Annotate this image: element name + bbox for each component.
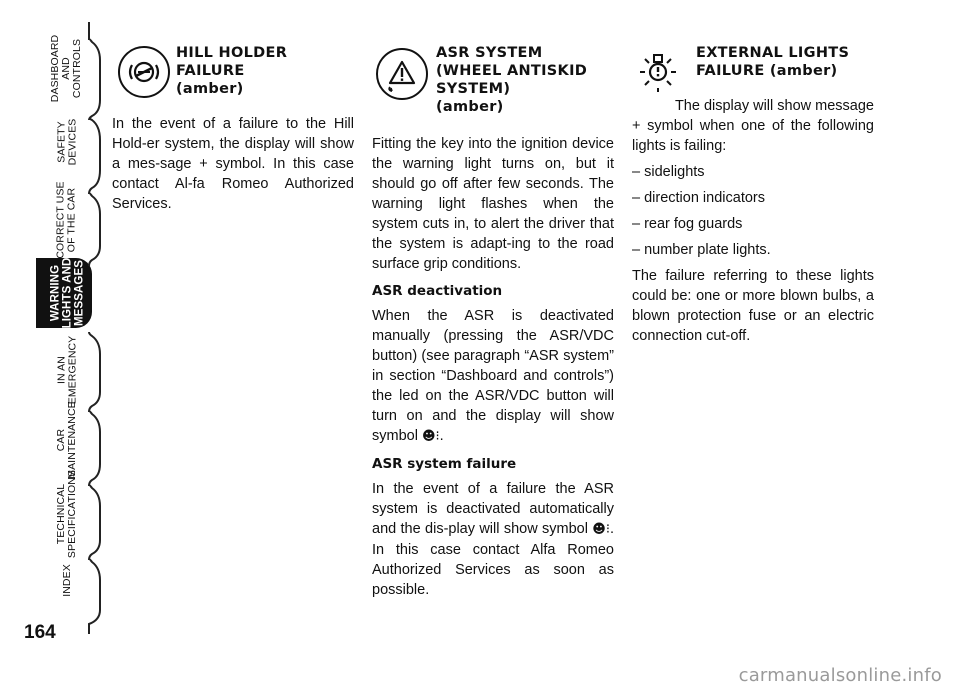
list-item: – rear fog guards <box>632 216 743 232</box>
list-item: – direction indicators <box>632 190 765 206</box>
bulb-icon-glyph <box>634 48 682 96</box>
title-line: (amber) <box>436 99 504 115</box>
body-text: In the event of a failure the ASR system is deactivated automatically and the dis-play will show symbol <box>372 481 614 537</box>
tab-label: TECHNICAL SPECIFICATIONS <box>55 469 79 559</box>
watermark: carmanualsonline.info <box>738 665 942 686</box>
body-paragraph: The failure referring to these lights could be: one or more blown bulbs, a blown protection fuse or an electric connection cut-off. <box>632 268 874 344</box>
section-title <box>696 44 849 80</box>
list-item: – sidelights <box>632 164 705 180</box>
subsection-title: ASR deactivation <box>372 283 503 299</box>
tab-label: SAFETY DEVICES <box>54 118 78 166</box>
title-line: (amber) <box>176 81 244 97</box>
subsection-title: ASR system failure <box>372 456 517 472</box>
asr-warning-triangle-icon <box>376 48 428 100</box>
asr-icon-glyph <box>382 54 422 94</box>
tab-label: CAR MAINTENANCE <box>55 401 78 479</box>
body-text: . In this case contact Alfa Romeo Authorized Services as soon as possible. <box>372 521 614 598</box>
tab-label: INDEX <box>60 563 73 597</box>
tab-outline <box>0 0 112 692</box>
title-line: FAILURE (amber) <box>696 63 838 79</box>
intro-line: The display will show message <box>674 98 874 114</box>
asr-off-symbol-icon: ☻⁝ <box>592 522 610 537</box>
title-line: ASR SYSTEM <box>436 45 543 61</box>
title-line: SYSTEM) <box>436 81 511 97</box>
page-number: 164 <box>24 622 56 643</box>
body-text: When the ASR is deactivated manually (pressing the ASR/VDC button) (see paragraph “ASR system” in section “Dashboard and controls”) the led on the ASR/VDC button will turn on and the display will show symbol <box>372 308 614 444</box>
hill-holder-icon-glyph <box>125 53 163 91</box>
title-line: FAILURE <box>176 63 245 79</box>
body-paragraph: + symbol when one of the following lights is failing: <box>632 118 874 154</box>
tab-label: CORRECT USE OF THE CAR <box>55 181 78 259</box>
section-body <box>372 134 614 606</box>
section-body <box>632 96 874 352</box>
tab-label: WARNING LIGHTS AND MESSAGES <box>49 257 86 329</box>
title-line: EXTERNAL LIGHTS <box>696 45 850 61</box>
list-item: – number plate lights. <box>632 242 771 258</box>
title-line: (WHEEL ANTISKID <box>436 63 588 79</box>
body-paragraph <box>372 479 614 600</box>
asr-off-symbol-icon: ☻⁝ <box>421 429 440 444</box>
hill-holder-warning-icon <box>118 46 170 98</box>
section-title <box>176 44 287 98</box>
bulb-failure-icon <box>634 48 682 96</box>
body-paragraph: In the event of a failure to the Hill Hold-er system, the display will show a mes-sage + symbol. In this case contact Al-fa Romeo Authorized Services. <box>112 116 354 212</box>
tab-label: IN AN EMERGENCY <box>55 335 79 405</box>
title-line: HILL HOLDER <box>176 45 288 61</box>
section-tab-nav <box>0 0 112 692</box>
body-paragraph: When the ASR is deactivated manually (pressing the ASR/VDC button) (see paragraph “ASR system” in section “Dashboard and controls”) the led on the ASR/VDC button will turn on and the display will show symbol ☻⁝. <box>372 308 614 444</box>
body-paragraph: Fitting the key into the ignition device the warning light turns on, but it should go off after few seconds. The warning light flashes when the system cuts in, to alert the driver that the system is adapt-ing to the road surface grip conditions. <box>372 136 614 272</box>
section-body <box>112 114 354 220</box>
tab-label: DASHBOARD AND CONTROLS <box>49 34 84 102</box>
section-title <box>436 44 587 116</box>
